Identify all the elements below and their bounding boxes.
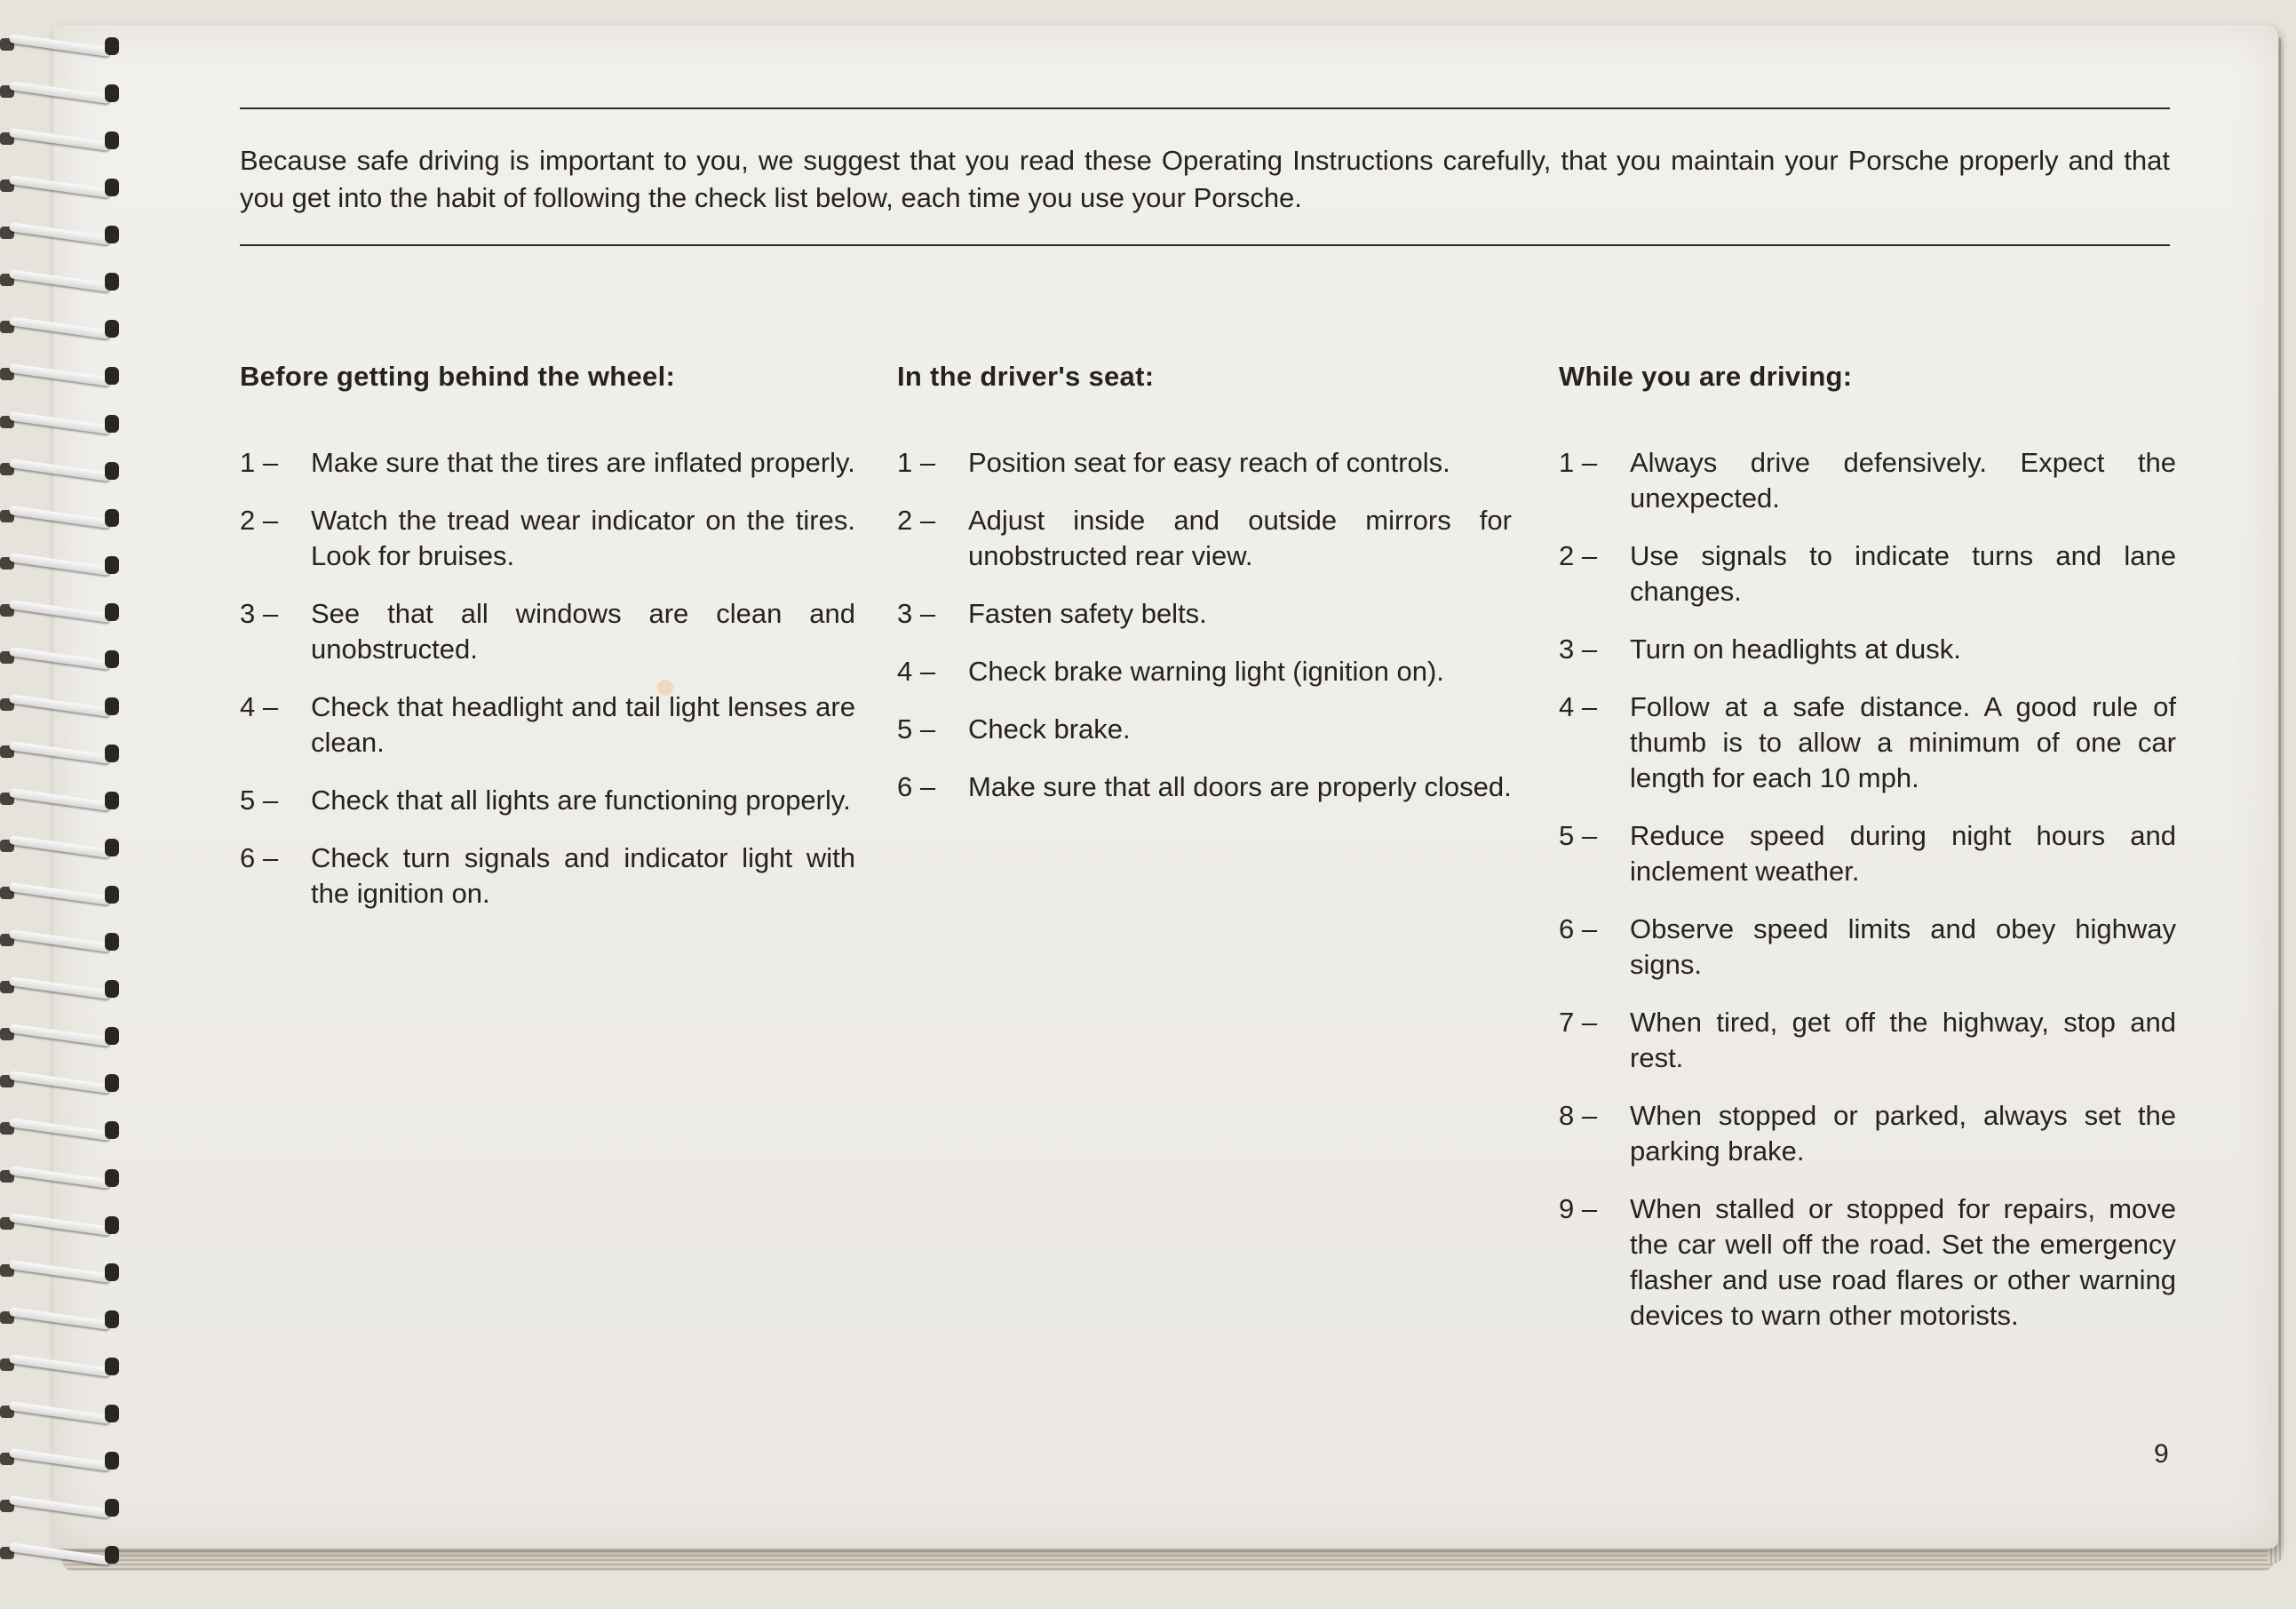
item-number: 2 – (897, 505, 936, 536)
list-item (1559, 689, 2176, 796)
binding-coil (0, 413, 151, 433)
item-number: 7 – (1559, 1007, 1598, 1038)
item-number: 4 – (1559, 691, 1598, 722)
item-number: 3 – (1559, 633, 1598, 665)
item-text: When stopped or parked, always set the parking brake. (1630, 1100, 2176, 1167)
item-text: See that all windows are clean and unobstructed. (311, 598, 855, 665)
list-item (240, 596, 855, 667)
binding-coil (0, 931, 151, 951)
column-heading: In the driver's seat: (897, 361, 1155, 392)
column-heading: While you are driving: (1559, 361, 1853, 392)
binding-coil (0, 837, 151, 856)
list-item (1559, 912, 2176, 983)
column-heading: Before getting behind the wheel: (240, 361, 676, 392)
spiral-binding (0, 36, 151, 1564)
binding-coil (0, 177, 151, 196)
item-text: Turn on headlights at dusk. (1630, 633, 1961, 665)
checklist-before-wheel (240, 360, 855, 934)
item-number: 5 – (1559, 820, 1598, 851)
item-number: 4 – (240, 691, 279, 722)
list-item (897, 769, 1512, 805)
binding-coil (0, 884, 151, 904)
list-item (897, 654, 1512, 689)
item-number: 6 – (240, 842, 279, 873)
binding-coil (0, 1119, 151, 1139)
list-item (897, 445, 1512, 481)
list-item (1559, 1191, 2176, 1334)
item-number: 6 – (897, 771, 936, 802)
list-item (897, 712, 1512, 747)
binding-coil (0, 1497, 151, 1517)
binding-coil (0, 271, 151, 291)
binding-coil (0, 36, 151, 55)
list-item (1559, 1098, 2176, 1169)
item-number: 1 – (897, 447, 936, 478)
item-number: 6 – (1559, 913, 1598, 944)
binding-coil (0, 1215, 151, 1234)
checklist-drivers-seat (897, 360, 1512, 827)
list-item (240, 840, 855, 912)
item-text: Make sure that all doors are properly closed. (968, 771, 1512, 802)
item-number: 3 – (240, 598, 279, 629)
item-text: Always drive defensively. Expect the unexpected. (1630, 447, 2176, 514)
item-text: Check turn signals and indicator light with the ignition on. (311, 842, 855, 909)
item-number: 1 – (240, 447, 279, 478)
item-text: Fasten safety belts. (968, 598, 1207, 629)
list-item (240, 445, 855, 481)
binding-coil (0, 365, 151, 385)
binding-coil (0, 1167, 151, 1187)
binding-coil (0, 1403, 151, 1422)
list-item (1559, 445, 2176, 516)
binding-coil (0, 1356, 151, 1375)
page-stack-bottom-edge (62, 1548, 2274, 1571)
list-item (897, 503, 1512, 574)
list-item (1559, 538, 2176, 609)
list-item (1559, 632, 2176, 667)
binding-coil (0, 318, 151, 338)
item-number: 9 – (1559, 1193, 1598, 1224)
item-text: When stalled or stopped for repairs, move the car well off the road. Set the emergency flasher and use road flares or other warning devices to warn other motorists. (1630, 1193, 2176, 1331)
checklist-while-driving (1559, 360, 2176, 1356)
binding-coil (0, 224, 151, 243)
list-item (897, 596, 1512, 632)
item-text: Follow at a safe distance. A good rule of thumb is to allow a minimum of one car length for each 10 mph. (1630, 691, 2176, 793)
list-item (240, 689, 855, 761)
list-item (1559, 1005, 2176, 1076)
page-number: 9 (2154, 1439, 2169, 1469)
item-text: Adjust inside and outside mirrors for unobstructed rear view. (968, 505, 1512, 571)
item-text: Check brake warning light (ignition on). (968, 656, 1444, 687)
binding-coil (0, 1309, 151, 1328)
top-divider (240, 108, 2170, 109)
list-item (1559, 818, 2176, 889)
binding-coil (0, 978, 151, 998)
item-text: Make sure that the tires are inflated properly. (311, 447, 855, 478)
binding-coil (0, 1025, 151, 1045)
item-text: Observe speed limits and obey highway signs. (1630, 913, 2176, 980)
item-number: 2 – (240, 505, 279, 536)
item-number: 5 – (897, 713, 936, 745)
binding-coil (0, 1544, 151, 1564)
binding-coil (0, 554, 151, 574)
binding-coil (0, 1450, 151, 1470)
item-number: 3 – (897, 598, 936, 629)
binding-coil (0, 1072, 151, 1092)
binding-coil (0, 743, 151, 762)
item-text: Watch the tread wear indicator on the tires. Look for bruises. (311, 505, 855, 571)
item-text: When tired, get off the highway, stop and rest. (1630, 1007, 2176, 1073)
binding-coil (0, 460, 151, 480)
item-number: 2 – (1559, 540, 1598, 571)
list-item (240, 503, 855, 574)
binding-coil (0, 790, 151, 809)
item-text: Position seat for easy reach of controls. (968, 447, 1450, 478)
item-text: Reduce speed during night hours and inclement weather. (1630, 820, 2176, 887)
item-number: 5 – (240, 785, 279, 816)
item-text: Check that headlight and tail light lenses are clean. (311, 691, 855, 758)
binding-coil (0, 649, 151, 668)
intro-divider (240, 244, 2170, 246)
binding-coil (0, 1262, 151, 1281)
item-text: Check that all lights are functioning properly. (311, 785, 851, 816)
item-text: Use signals to indicate turns and lane changes. (1630, 540, 2176, 607)
binding-coil (0, 83, 151, 102)
item-number: 8 – (1559, 1100, 1598, 1131)
item-number: 4 – (897, 656, 936, 687)
list-item (240, 783, 855, 818)
binding-coil (0, 507, 151, 527)
intro-paragraph: Because safe driving is important to you, we suggest that you read these Operating Instructions carefully, that you maintain your Porsche properly and that you get into the habit of following the check list below, each time you use your Porsche. (240, 145, 2170, 213)
binding-coil (0, 601, 151, 621)
binding-coil (0, 696, 151, 715)
item-text: Check brake. (968, 713, 1131, 745)
binding-coil (0, 130, 151, 149)
item-number: 1 – (1559, 447, 1598, 478)
